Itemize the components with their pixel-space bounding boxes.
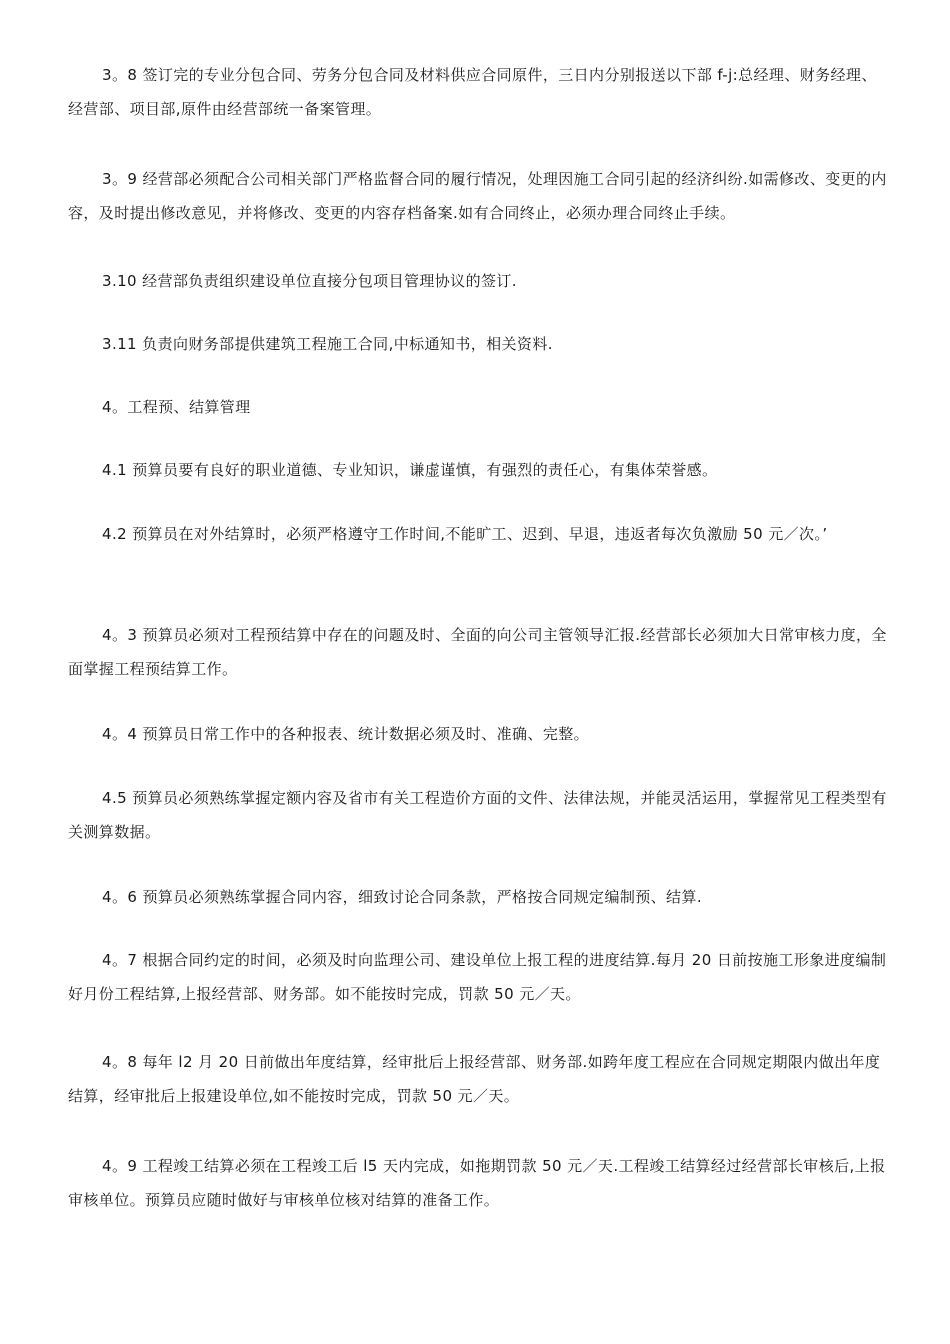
paragraph-4-6: 4。6 预算员必须熟练掌握合同内容，细致讨论合同条款，严格按合同规定编制预、结算. [102,888,703,906]
paragraph-4-7: 4。7 根据合同约定的时间，必须及时向监理公司、建设单位上报工程的进度结算.每月 20 日前按施工形象进度编制好月份工程结算,上报经营部、财务部。如不能按时完成，罚款 50 元／天。 [68,951,887,1003]
paragraph-4-1: 4.1 预算员要有良好的职业道德、专业知识，谦虚谨慎，有强烈的责任心，有集体荣誉感。 [102,461,718,479]
paragraph-3-8: 3。8 签订完的专业分包合同、劳务分包合同及材料供应合同原件，三日内分别报送以下部 f-j:总经理、财务经理、经营部、项目部,原件由经营部统一备案管理。 [68,66,877,118]
paragraph-3-10: 3.10 经营部负责组织建设单位直接分包项目管理协议的签订. [102,272,517,290]
paragraph-3-11: 3.11 负责向财务部提供建筑工程施工合同,中标通知书，相关资料. [102,335,553,353]
paragraph-4-3: 4。3 预算员必须对工程预结算中存在的问题及时、全面的向公司主管领导汇报.经营部长必须加大日常审核力度，全面掌握工程预结算工作。 [68,626,887,678]
section-heading-4: 4。工程预、结算管理 [102,398,251,416]
paragraph-4-2: 4.2 预算员在对外结算时，必须严格遵守工作时间,不能旷工、迟到、早退，违返者每次负激励 50 元／次。’ [102,525,828,543]
paragraph-4-4: 4。4 预算员日常工作中的各种报表、统计数据必须及时、准确、完整。 [102,725,590,743]
paragraph-3-9: 3。9 经营部必须配合公司相关部门严格监督合同的履行情况，处理因施工合同引起的经济纠纷.如需修改、变更的内容，及时提出修改意见，并将修改、变更的内容存档备案.如有合同终止，必须办理合同终止手续。 [68,170,887,222]
paragraph-4-8: 4。8 每年 l2 月 20 日前做出年度结算，经审批后上报经营部、财务部.如跨年度工程应在合同规定期限内做出年度结算，经审批后上报建设单位,如不能按时完成，罚款 50 元／天。 [68,1053,881,1105]
paragraph-4-5: 4.5 预算员必须熟练掌握定额内容及省市有关工程造价方面的文件、法律法规，并能灵活运用，掌握常见工程类型有关测算数据。 [68,789,887,841]
paragraph-4-9: 4。9 工程竣工结算必须在工程竣工后 l5 天内完成，如拖期罚款 50 元／天.工程竣工结算经过经营部长审核后,上报审核单位。预算员应随时做好与审核单位核对结算的准备工作。 [68,1157,886,1209]
